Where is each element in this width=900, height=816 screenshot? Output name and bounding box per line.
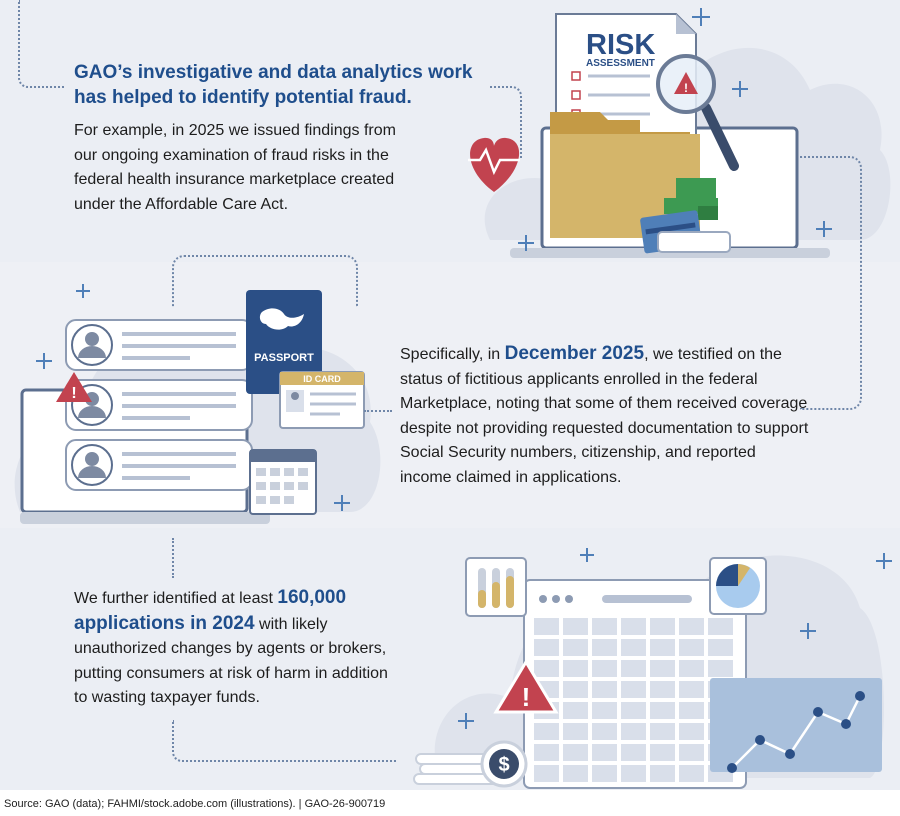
bar-chart-widget xyxy=(466,558,526,616)
section-fraud-identification xyxy=(0,0,900,262)
spreadsheet-cell xyxy=(679,744,704,761)
applicant-card xyxy=(66,440,252,490)
spreadsheet-cell xyxy=(534,744,559,761)
spreadsheet-cell xyxy=(621,681,646,698)
spreadsheet-cell xyxy=(650,702,675,719)
data-analytics-illustration xyxy=(400,528,900,790)
section-body: For example, in 2025 we issued findings from our ongoing examination of fraud risks in the federal health insurance marketplace created under the Affordable Care Act. xyxy=(74,122,396,213)
highlight-count: 160,000 applications in 2024 xyxy=(74,587,347,634)
spreadsheet-cell xyxy=(563,618,588,635)
spreadsheet-cell xyxy=(650,681,675,698)
spreadsheet-cell xyxy=(621,702,646,719)
spreadsheet-cell xyxy=(592,744,617,761)
assessment-title: ASSESSMENT xyxy=(586,58,655,69)
dotted-connector xyxy=(364,410,392,412)
spreadsheet-cell xyxy=(534,639,559,656)
applicant-card xyxy=(66,380,252,430)
spreadsheet-cell xyxy=(563,744,588,761)
spreadsheet-cell xyxy=(621,618,646,635)
spreadsheet-cell xyxy=(679,765,704,782)
dotted-connector xyxy=(172,720,396,762)
spreadsheet-cell xyxy=(592,681,617,698)
spreadsheet-cell xyxy=(708,618,733,635)
wallet-icon xyxy=(658,232,730,252)
spreadsheet-cell xyxy=(621,765,646,782)
pie-chart-widget xyxy=(710,558,766,614)
section-heading: GAO’s investigative and data analytics work has helped to identify potential fraud. xyxy=(74,62,473,108)
spreadsheet-cell xyxy=(592,765,617,782)
line-chart-widget xyxy=(710,678,882,773)
spreadsheet-cell xyxy=(563,702,588,719)
spreadsheet-cell xyxy=(563,681,588,698)
spreadsheet-cell xyxy=(650,660,675,677)
spreadsheet-cell xyxy=(534,765,559,782)
spreadsheet-cell xyxy=(679,723,704,740)
spreadsheet-cell xyxy=(708,660,733,677)
spreadsheet-cell xyxy=(679,639,704,656)
spreadsheet-cell xyxy=(563,639,588,656)
section-unauthorized-changes xyxy=(0,528,900,790)
spreadsheet-cell xyxy=(592,702,617,719)
svg-text:!: ! xyxy=(71,385,77,402)
dotted-connector xyxy=(18,0,64,88)
spreadsheet-cell xyxy=(650,744,675,761)
spreadsheet-cell xyxy=(679,681,704,698)
spreadsheet-cell xyxy=(534,723,559,740)
spreadsheet-cell xyxy=(708,639,733,656)
id-card-icon xyxy=(280,372,364,428)
svg-text:!: ! xyxy=(521,682,531,712)
spreadsheet-cell xyxy=(679,660,704,677)
dotted-connector xyxy=(800,156,862,410)
spreadsheet-cell xyxy=(621,744,646,761)
spreadsheet-cell xyxy=(650,723,675,740)
calendar-icon xyxy=(250,450,316,514)
spreadsheet-cell xyxy=(592,639,617,656)
spreadsheet-cell xyxy=(679,618,704,635)
spreadsheet-cell xyxy=(650,639,675,656)
section-body: Specifically, in December 2025, we testified on the status of fictitious applicants enrolled in the federal Marketplace, noting that some of them received coverage despite not providing requested documentation to support Social Security numbers, citizenship, and reported income claimed in applications. xyxy=(400,343,809,486)
spreadsheet-cell xyxy=(534,660,559,677)
spreadsheet-cell xyxy=(650,618,675,635)
spreadsheet-cell xyxy=(563,660,588,677)
applicant-profiles-illustration xyxy=(0,262,400,528)
applicant-card xyxy=(66,320,252,370)
spreadsheet-cell xyxy=(679,702,704,719)
id-card-label: ID CARD xyxy=(303,374,341,384)
spreadsheet-cell xyxy=(592,660,617,677)
spreadsheet-cell xyxy=(534,618,559,635)
spreadsheet-cell xyxy=(621,639,646,656)
highlight-date: December 2025 xyxy=(504,343,645,364)
section-body: We further identified at least 160,000 applications in 2024 with likely unauthorized changes by agents or brokers, putting consumers at risk of harm in addition to wasting taxpayer funds. xyxy=(74,587,388,706)
spreadsheet-cell xyxy=(621,723,646,740)
spreadsheet-cell xyxy=(621,660,646,677)
section-fictitious-applicants xyxy=(0,262,900,528)
spreadsheet-cell xyxy=(592,618,617,635)
spreadsheet-cell xyxy=(563,765,588,782)
risk-title: RISK xyxy=(586,29,656,61)
dotted-connector xyxy=(172,538,174,578)
passport-label: PASSPORT xyxy=(254,352,314,364)
dollar-icon: $ xyxy=(498,754,510,776)
spreadsheet-cell xyxy=(563,723,588,740)
source-line: Source: GAO (data); FAHMI/stock.adobe.com (illustrations). | GAO-26-900719 xyxy=(4,798,386,810)
spreadsheet-cell xyxy=(650,765,675,782)
spreadsheet-cell xyxy=(592,723,617,740)
svg-text:!: ! xyxy=(684,81,688,95)
